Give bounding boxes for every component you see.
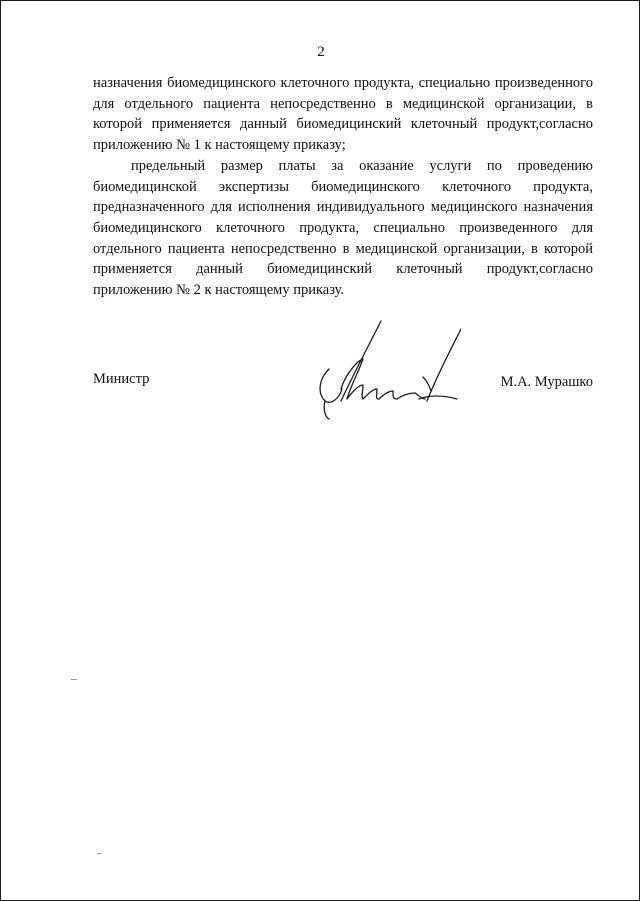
signatory-name: М.А. Мурашко <box>500 374 593 390</box>
paragraph-continuation: назначения биомедицинского клеточного продукта, специально произведенного для отдельного пациента непосредственно в медицинской организации, в которой применяется данный биомедицинский клеточный продукт,согласно приложению № 1 к настоящему приказу; <box>93 75 593 154</box>
handwritten-signature <box>311 319 461 424</box>
scan-speck <box>71 679 77 680</box>
scan-speck <box>97 853 101 854</box>
paragraph-fee-limit: предельный размер платы за оказание услуги по проведению биомедицинской экспертизы биомедицинского клеточного продукта, предназначенного для исполнения индивидуального медицинского назначения биомедицинского клеточного продукта, специально произведенного для отдельного пациента непосредственно в медицинской организации, в которой применяется данный биомедицинский клеточный продукт,согласно приложению № 2 к настоящему приказу. <box>93 157 593 299</box>
signature-block <box>93 319 593 429</box>
page-number: 2 <box>317 44 325 60</box>
document-body <box>93 73 593 301</box>
signatory-title: Министр <box>93 371 150 387</box>
